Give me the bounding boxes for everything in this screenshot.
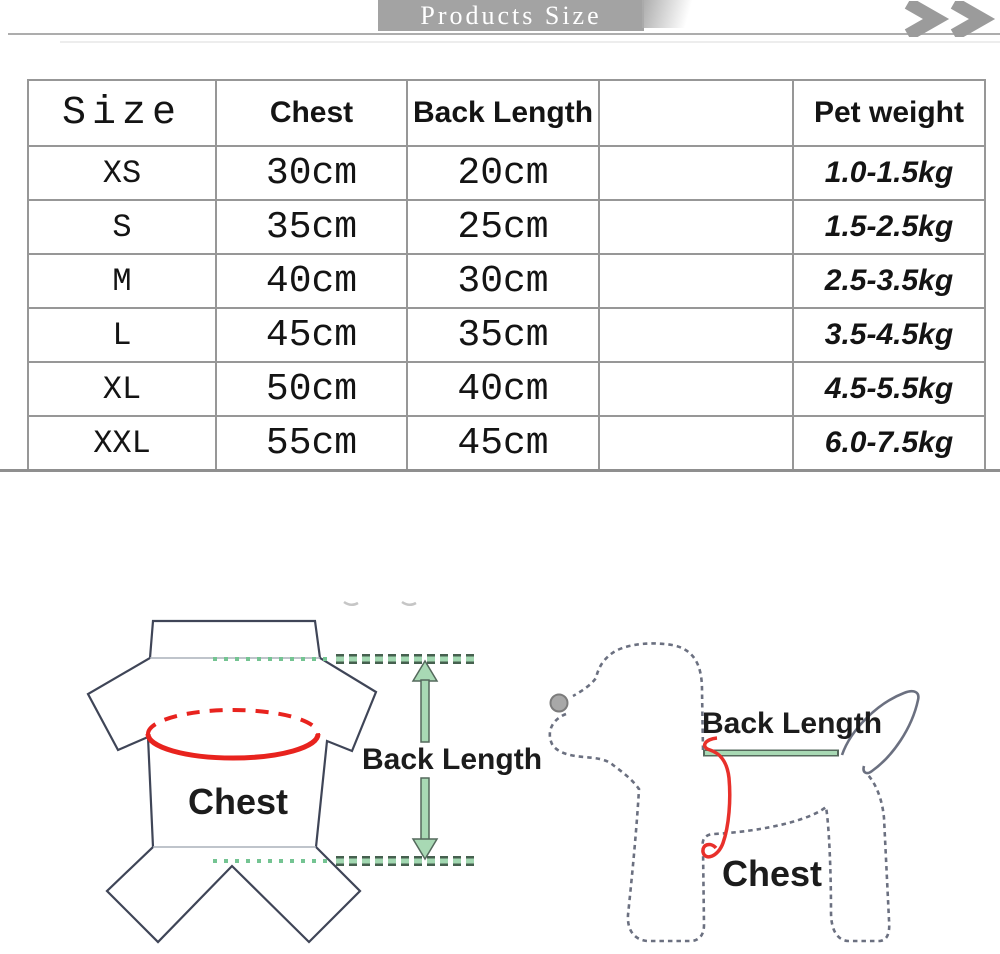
table-row — [28, 362, 985, 416]
spacer-cell — [599, 146, 793, 200]
dog-measure-diagram — [540, 595, 1000, 954]
dog-nose-dot — [551, 695, 568, 712]
table-row — [28, 416, 985, 470]
pet-weight-cell: 3.5-4.5kg — [793, 308, 985, 362]
back-length-cell: 35cm — [407, 308, 599, 362]
spacer-cell — [599, 254, 793, 308]
chest-cell: 40cm — [216, 254, 407, 308]
size-cell: XS — [28, 146, 216, 200]
header-divider-line — [8, 33, 1000, 35]
column-header-chest: Chest — [216, 80, 407, 146]
chest-cell: 35cm — [216, 200, 407, 254]
chest-cell: 45cm — [216, 308, 407, 362]
back-length-cell: 30cm — [407, 254, 599, 308]
garment-chest-label: Chest — [187, 781, 289, 822]
pet-weight-cell: 1.0-1.5kg — [793, 146, 985, 200]
table-row — [28, 254, 985, 308]
size-cell: M — [28, 254, 216, 308]
back-length-cell: 25cm — [407, 200, 599, 254]
back-length-cell: 45cm — [407, 416, 599, 470]
spacer-cell — [599, 308, 793, 362]
table-row — [28, 200, 985, 254]
pet-weight-cell: 4.5-5.5kg — [793, 362, 985, 416]
pet-weight-cell: 1.5-2.5kg — [793, 200, 985, 254]
faint-mark — [344, 602, 416, 605]
chest-cell: 50cm — [216, 362, 407, 416]
column-header-pet-weight: Pet weight — [793, 80, 985, 146]
dog-chest-label: Chest — [721, 853, 823, 894]
spacer-cell — [599, 362, 793, 416]
table-row — [28, 308, 985, 362]
double-chevron-right-icon — [902, 1, 998, 37]
dog-body-outline — [550, 714, 889, 941]
size-cell: S — [28, 200, 216, 254]
chest-cell: 55cm — [216, 416, 407, 470]
table-header-row — [28, 80, 985, 146]
size-table — [27, 79, 986, 471]
size-cell: XL — [28, 362, 216, 416]
size-cell: L — [28, 308, 216, 362]
garment-back-length-label: Back Length — [361, 743, 543, 776]
column-header-size: Size — [28, 80, 216, 146]
dog-back-length-label: Back Length — [702, 707, 883, 740]
banner-title: Products Size — [420, 0, 602, 30]
products-size-banner — [378, 0, 644, 31]
table-bottom-rule — [0, 469, 1000, 472]
pet-weight-cell: 6.0-7.5kg — [793, 416, 985, 470]
table-row — [28, 146, 985, 200]
size-cell: XXL — [28, 416, 216, 470]
header-divider-line-light — [60, 41, 1000, 43]
column-header-spacer — [599, 80, 793, 146]
back-length-cell: 20cm — [407, 146, 599, 200]
banner-shadow — [642, 0, 716, 28]
size-table-container — [27, 79, 986, 471]
column-header-back-length: Back Length — [407, 80, 599, 146]
chest-cell: 30cm — [216, 146, 407, 200]
spacer-cell — [599, 416, 793, 470]
pet-weight-cell: 2.5-3.5kg — [793, 254, 985, 308]
back-length-cell: 40cm — [407, 362, 599, 416]
dog-head-outline — [573, 643, 703, 750]
spacer-cell — [599, 200, 793, 254]
